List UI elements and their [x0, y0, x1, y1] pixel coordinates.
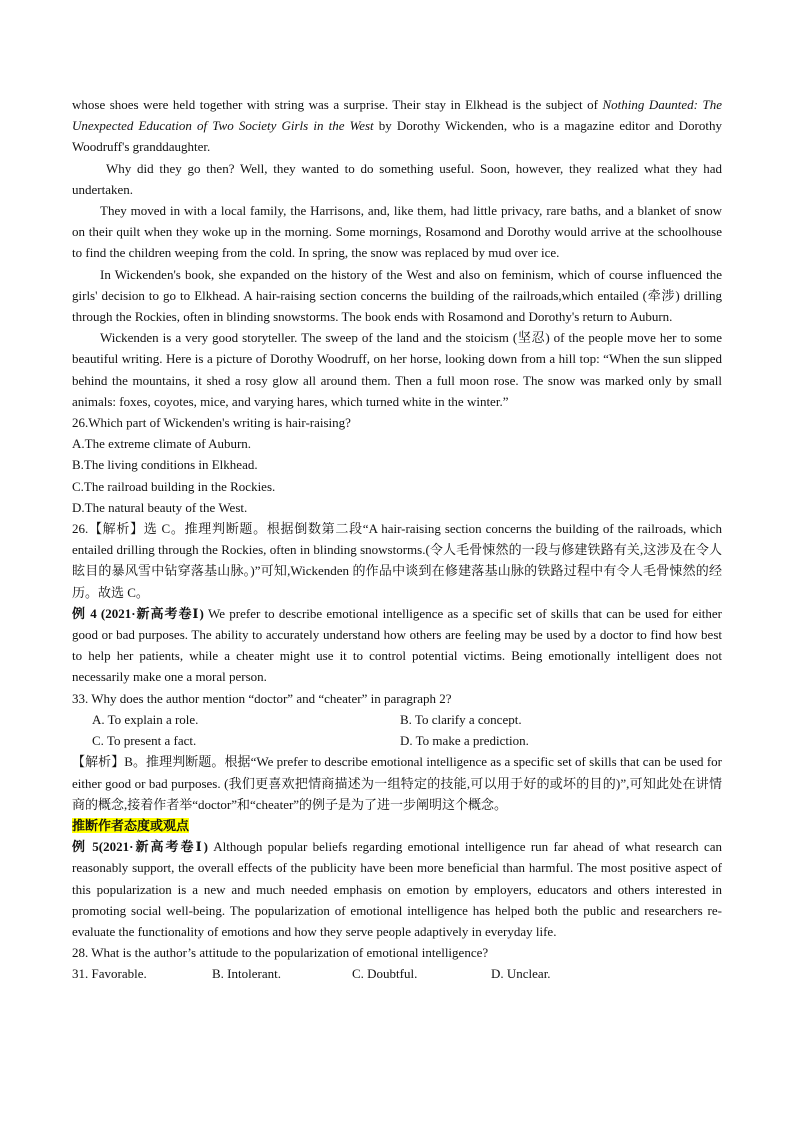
example-label: 例 5(2021·新高考卷Ⅰ) — [72, 839, 209, 855]
options-row-2 — [72, 730, 722, 751]
paragraph-text: whose shoes were held together with string was a surprise. Their stay in Elkhead is the subject of — [72, 97, 603, 112]
option-c: C. To present a fact. — [92, 733, 197, 749]
options-row-1 — [72, 709, 722, 730]
passage-paragraph-4: In Wickenden's book, she expanded on the history of the West and also on feminism, which of course influenced the girls' decision to go to Elkhead. A hair-raising section concerns the building of the railroads,which entailed (牵涉) drilling through the Rockies, often in blinding snowstorms. The book ends with Rosamond and Dorothy's return to Auburn. — [72, 266, 722, 325]
option-d: D.The natural beauty of the West. — [72, 499, 248, 515]
example-label: 例 4 (2021·新高考卷Ⅰ) — [72, 605, 204, 621]
passage-paragraph-2: Why did they go then? Well, they wanted to do something useful. Soon, however, they realized what they had undertaken. — [72, 160, 722, 197]
passage-paragraph-5: Wickenden is a very good storyteller. The sweep of the land and the stoicism (坚忍) of the people move her to some beautiful writing. Here is a picture of Dorothy Woodruff, on her horse, looking down from a hill top: “When the sun slipped behind the mountains, it shed a rosy glow all around them. Then a full moon rose. The snow was marked only by small animals: foxes, coyotes, mice, and varying hares, which turned white in the winter.” — [72, 330, 723, 409]
option-b: B. Intolerant. — [212, 966, 281, 982]
option-c: C.The railroad building in the Rockies. — [72, 478, 276, 494]
example-4 — [72, 603, 722, 688]
example-text: We prefer to describe emotional intelligence as a specific set of skills that can be used for either good or bad purposes. The ability to accurately understand how others are feeling may be used by a doctor to find how best to help her patients, while a cheater might use it to control potential victims. Being emotionally intelligent does not necessarily make one a moral person. — [72, 605, 723, 685]
passage-paragraph-1 — [72, 94, 722, 158]
question-33: 33. Why does the author mention “doctor” and “cheater” in paragraph 2? — [72, 690, 452, 706]
option-a: A.The extreme climate of Auburn. — [72, 436, 252, 452]
passage-paragraph-3: They moved in with a local family, the Harrisons, and, like them, had little privacy, rare baths, and a blanket of snow on their quilt when they woke up in the morning. Some mornings, Rosamond and Dorothy would arrive at the schoolhouse to find the children weeping from the cold. In spring, the snow was replaced by mud over ice. — [72, 203, 722, 261]
book-title: Nothing Daunted: The Unexpected Education of Two Society Girls in the West — [72, 97, 722, 134]
example-5 — [72, 836, 722, 942]
option-b: B. To clarify a concept. — [400, 711, 522, 727]
option-c: C. Doubtful. — [352, 966, 418, 982]
document-page — [72, 94, 722, 985]
answer-explanation-33: 【解析】B。推理判断题。根据“We prefer to describe emotional intelligence as a specific set of skills that can be used for either good or bad purposes. (我们更喜欢把情商描述为一组特定的技能,可以用于好的或坏的目的)”,可知此处在讲情商的概念,接着作者举“doctor”和“cheater”的例子是为了进一步阐明这个概念。 — [72, 754, 722, 812]
option-a: A. To explain a role. — [92, 711, 199, 727]
option-d: D. To make a prediction. — [400, 733, 529, 749]
question-26: 26.Which part of Wickenden's writing is hair-raising? — [72, 415, 351, 431]
option-d: D. Unclear. — [491, 966, 551, 982]
example-text: Although popular beliefs regarding emotional intelligence run far ahead of what research can reasonably support, the overall effects of the publicity have been more beneficial than harmful. The most positive aspect of this popularization is a new and much needed emphasis on emotion by employers, educators and others interested in promoting social well-being. The popularization of emotional intelligence has helped both the public and researchers re-evaluate the functionality of emotions and how they serve people adaptively in everyday life. — [72, 839, 722, 939]
paragraph-text: by Dorothy Wickenden, who is a magazine editor and Dorothy Woodruff's granddaughter. — [72, 118, 722, 155]
section-heading-wrap — [72, 815, 722, 836]
question-28: 28. What is the author’s attitude to the popularization of emotional intelligence? — [72, 945, 489, 961]
option-a: 31. Favorable. — [72, 966, 147, 982]
answer-explanation-26: 26.【解析】选 C。推理判断题。根据倒数第二段“A hair-raising section concerns the building of the railroads, which entailed drilling through the Rockies, often in blinding snowstorms.(令人毛骨悚然的一段与修建铁路有关,这涉及在令人眩目的暴风雪中钻穿落基山脉。)”可知,Wickenden 的作品中谈到在修建落基山脉的铁路过程中有令人毛骨悚然的经历。故选 C。 — [72, 521, 722, 600]
options-row — [72, 963, 722, 984]
option-b: B.The living conditions in Elkhead. — [72, 457, 258, 473]
section-heading: 推断作者态度或观点 — [72, 817, 190, 833]
